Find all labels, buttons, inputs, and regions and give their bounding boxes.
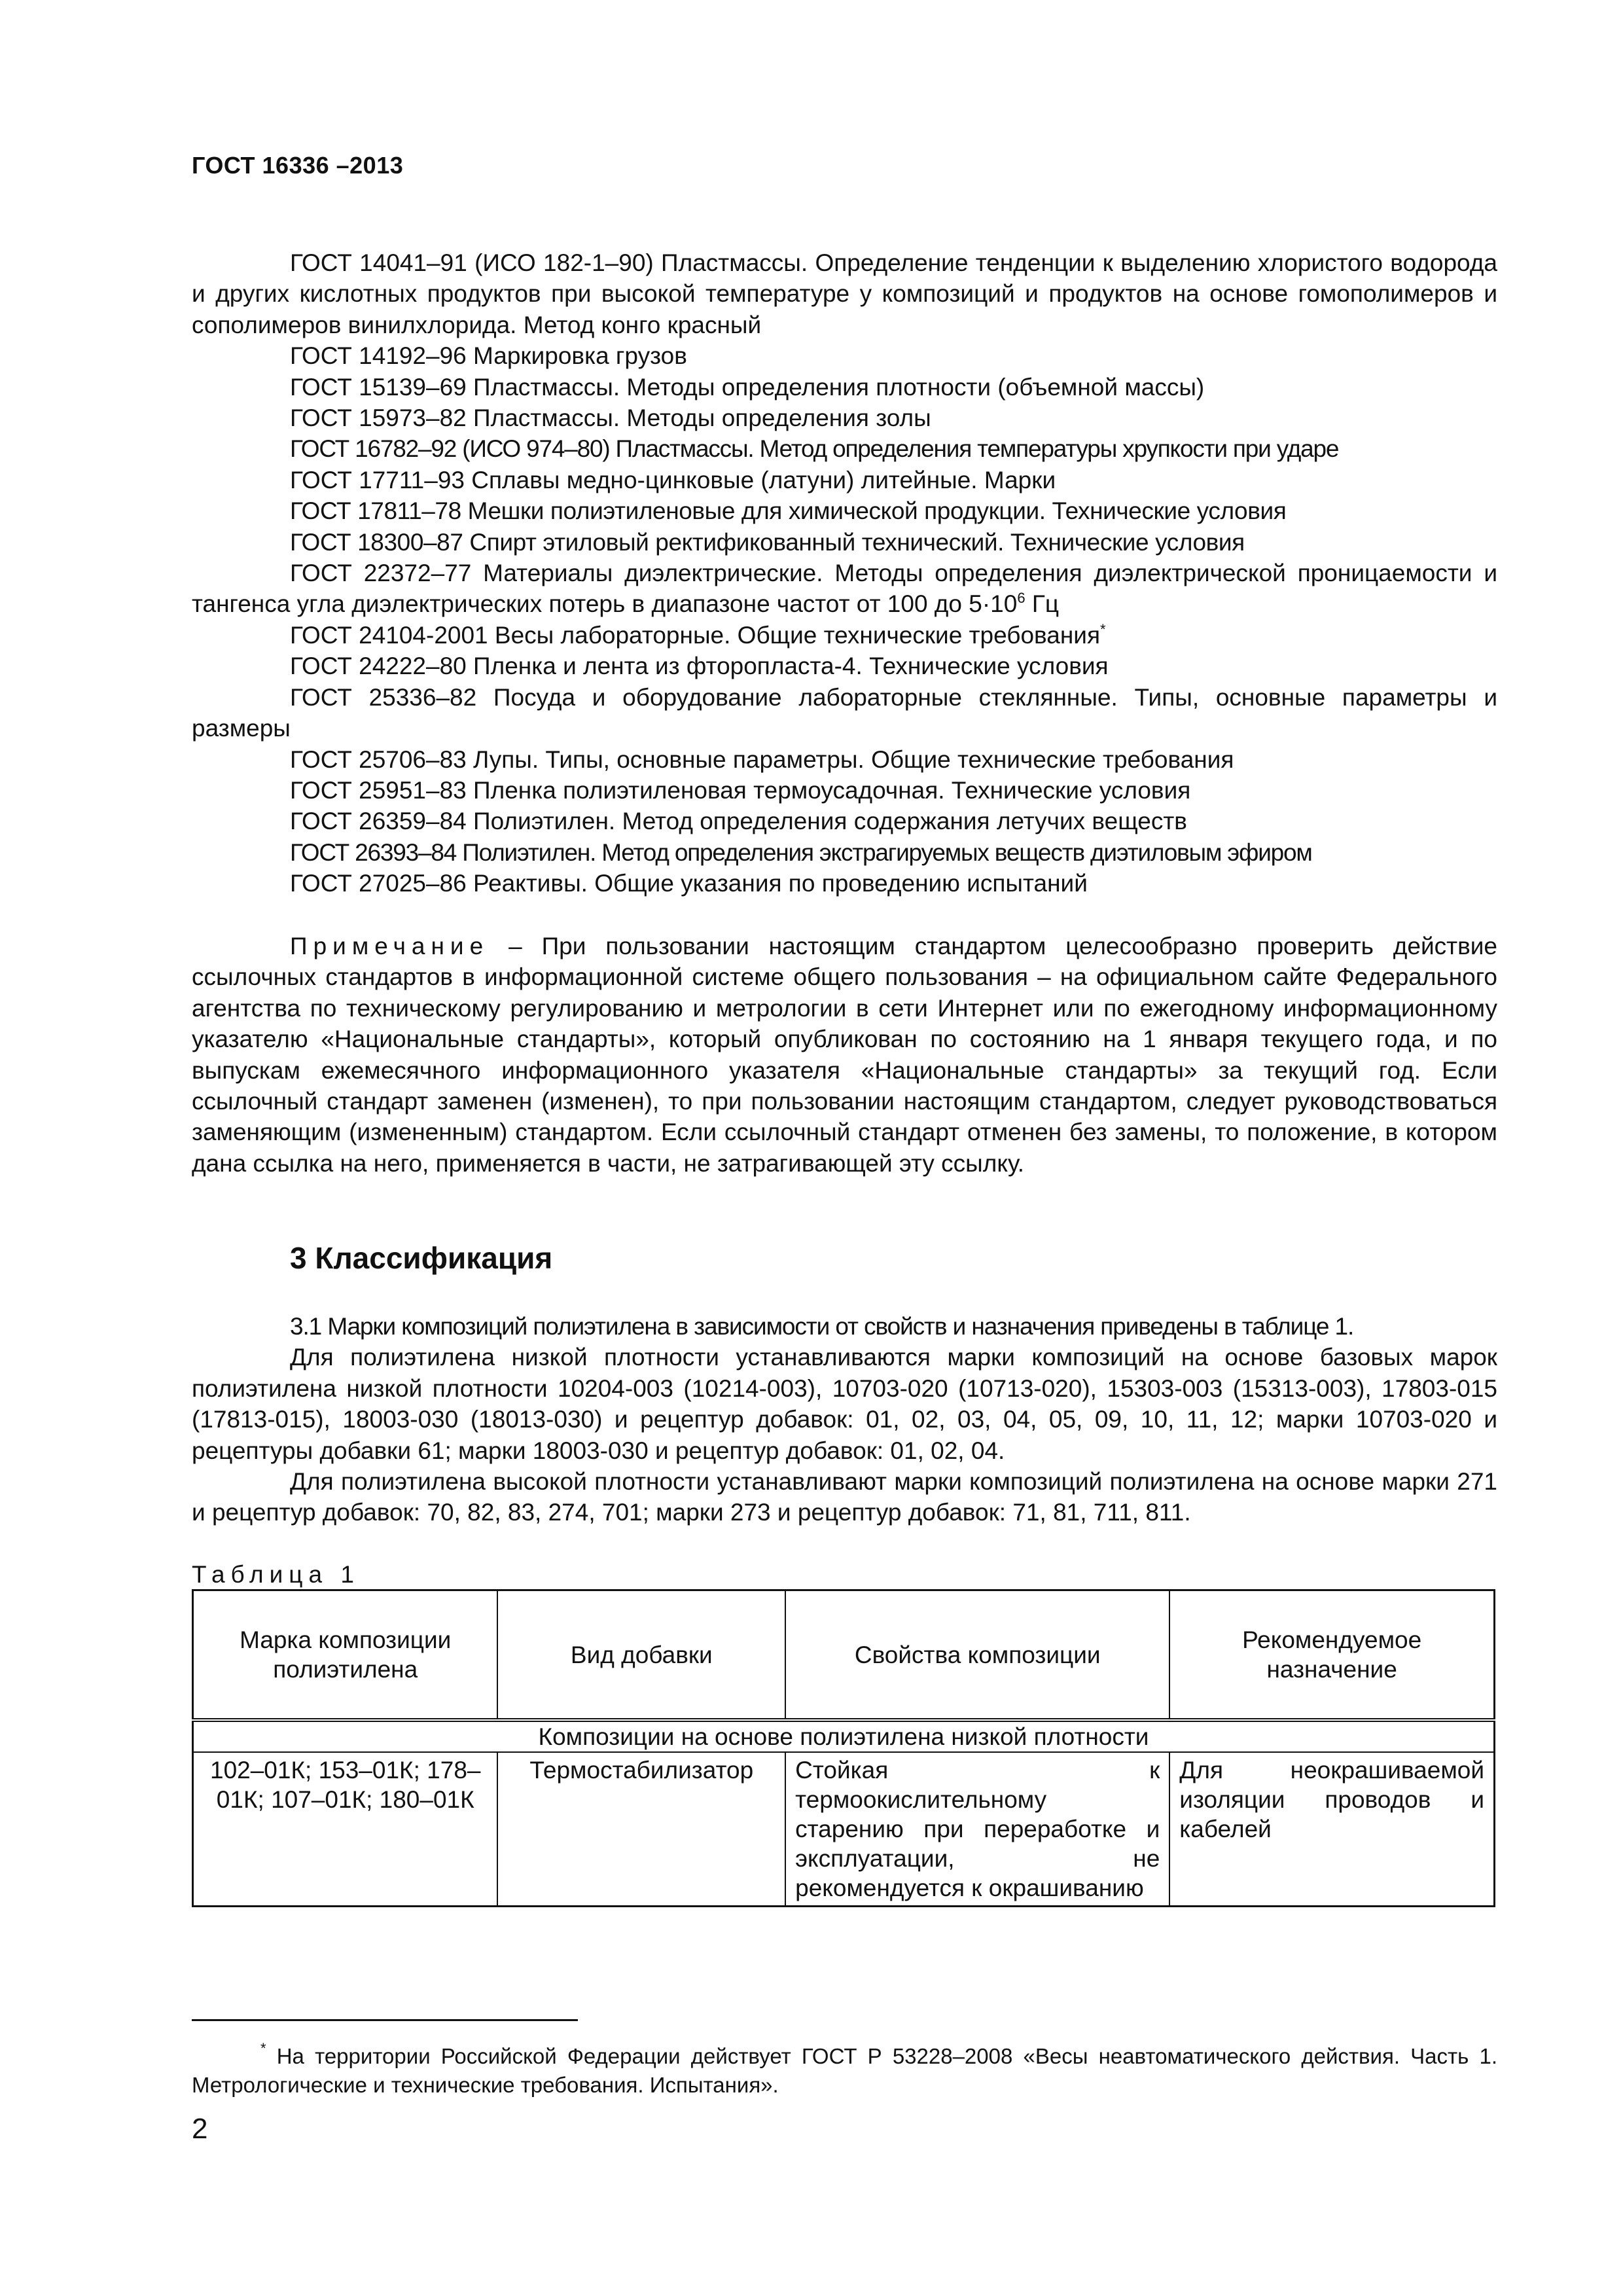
table-cell-purpose: Для неокрашиваемой изоляции проводов и кабелей	[1169, 1752, 1494, 1907]
reference-item: ГОСТ 26359–84 Полиэтилен. Метод определения содержания летучих веществ	[290, 808, 1187, 835]
reference-text: ГОСТ 22372–77 Материалы диэлектрические. Методы определения диэлектрической проницаемости и тангенса угла диэлектрических потерь в диапазоне частот от 100 до 5·10	[192, 560, 1497, 618]
table-header-cell: Рекомендуемое назначение	[1169, 1590, 1494, 1721]
reference-item	[192, 620, 1497, 651]
footnote	[192, 2042, 1497, 2100]
reference-item: ГОСТ 25951–83 Пленка полиэтиленовая термоусадочная. Технические условия	[290, 776, 1191, 804]
reference-item: ГОСТ 14192–96 Маркировка грузов	[290, 342, 687, 370]
table-header-cell: Марка композиции полиэтилена	[193, 1590, 498, 1721]
classification-text	[192, 1311, 1497, 1528]
footnote-marker: *	[1099, 620, 1106, 637]
footnote-separator	[192, 2019, 578, 2021]
table-cell-grade: 102–01К; 153–01К; 178–01К; 107–01К; 180–01К	[193, 1752, 498, 1907]
table-row	[193, 1752, 1495, 1907]
reference-item: ГОСТ 18300–87 Спирт этиловый ректификованный технический. Технические условия	[290, 528, 1245, 556]
page-number: 2	[192, 2113, 208, 2145]
table-header-row	[193, 1590, 1495, 1721]
table-caption: Таблица 1	[192, 1561, 360, 1588]
reference-item: ГОСТ 26393–84 Полиэтилен. Метод определения экстрагируемых веществ диэтиловым эфиром	[290, 838, 1312, 866]
footnote-text: На территории Российской Федерации действует ГОСТ Р 53228–2008 «Весы неавтоматического действия. Часть 1. Метрологические и технические требования. Испытания».	[192, 2044, 1497, 2097]
reference-item: ГОСТ 25706–83 Лупы. Типы, основные параметры. Общие технические требования	[290, 745, 1234, 773]
paragraph: Для полиэтилена низкой плотности устанавливаются марки композиций на основе базовых марок полиэтилена низкой плотности 10204-003 (10214-003), 10703-020 (10713-020), 15303-003 (15313-003), 17803-015 (17813-015), 18003-030 (18013-030) и рецептур добавок: 01, 02, 03, 04, 05, 09, 10, 11, 12; марки 10703-020 и рецептуры добавки 61; марки 18003-030 и рецептур добавок: 01, 02, 04.	[192, 1344, 1497, 1464]
table-cell-additive: Термостабилизатор	[497, 1752, 785, 1907]
table-1	[192, 1589, 1495, 1907]
superscript-exponent: 6	[1017, 590, 1026, 607]
table-header-cell: Вид добавки	[497, 1590, 785, 1721]
note-paragraph	[192, 931, 1497, 1179]
note-text: – При пользовании настоящим стандартом целесообразно проверить действие ссылочных стандартов в информационной системе общего пользования – на официальном сайте Федерального агентства по техническому регулированию и метрологии в сети Интернет или по ежегодному информационному указателю «Национальные стандарты», который опубликован по состоянию на 1 января текущего года, и по выпускам ежемесячного информационного указателя «Национальные стандарты» за текущий год. Если ссылочный стандарт заменен (изменен), то при пользовании настоящим стандартом, следует руководствоваться заменяющим (измененным) стандартом. Если ссылочный стандарт отменен без замены, то положение, в котором дана ссылка на него, применяется в части, не затрагивающей эту ссылку.	[192, 933, 1497, 1177]
reference-item: ГОСТ 17811–78 Мешки полиэтиленовые для химической продукции. Технические условия	[290, 497, 1287, 525]
footnote-marker: *	[260, 2040, 266, 2056]
table-cell-properties: Стойкая к термоокислительному старению при переработке и эксплуатации, не рекомендуется к окрашиванию	[785, 1752, 1169, 1907]
note-label: Примечание	[290, 933, 490, 960]
section-heading: 3 Классификация	[290, 1241, 553, 1275]
paragraph: 3.1 Марки композиций полиэтилена в зависимости от свойств и назначения приведены в таблице 1.	[290, 1313, 1354, 1340]
document-header: ГОСТ 16336 –2013	[192, 152, 404, 179]
normative-references	[192, 247, 1497, 899]
reference-item: ГОСТ 16782–92 (ИСО 974–80) Пластмассы. Метод определения температуры хрупкости при ударе	[290, 435, 1339, 463]
paragraph: Для полиэтилена высокой плотности устанавливают марки композиций полиэтилена на основе марки 271 и рецептур добавок: 70, 82, 83, 274, 701; марки 273 и рецептур добавок: 71, 81, 711, 811.	[192, 1468, 1497, 1526]
reference-item: ГОСТ 24222–80 Пленка и лента из фторопласта-4. Технические условия	[290, 653, 1109, 680]
reference-item: ГОСТ 14041–91 (ИСО 182-1–90) Пластмассы. Определение тенденции к выделению хлористого водорода и других кислотных продуктов при высокой температуре у композиций и продуктов на основе гомополимеров и сополимеров винилхлорида. Метод конго красный	[192, 249, 1497, 338]
reference-item: ГОСТ 15139–69 Пластмассы. Методы определения плотности (объемной массы)	[290, 373, 1205, 401]
table-header-cell: Свойства композиции	[785, 1590, 1169, 1721]
reference-text: ГОСТ 24104-2001 Весы лабораторные. Общие технические требования	[290, 621, 1100, 649]
reference-item: ГОСТ 15973–82 Пластмассы. Методы определения золы	[290, 404, 931, 432]
table-group-row	[193, 1720, 1495, 1752]
reference-item	[192, 558, 1497, 620]
reference-item: ГОСТ 25336–82 Посуда и оборудование лабораторные стеклянные. Типы, основные параметры и размеры	[192, 683, 1497, 742]
reference-item: ГОСТ 17711–93 Сплавы медно-цинковые (латуни) литейные. Марки	[290, 466, 1056, 493]
reference-item: ГОСТ 27025–86 Реактивы. Общие указания по проведению испытаний	[290, 870, 1088, 897]
group-label: Композиции на основе полиэтилена низкой плотности	[193, 1720, 1495, 1752]
reference-unit: Гц	[1025, 590, 1060, 618]
